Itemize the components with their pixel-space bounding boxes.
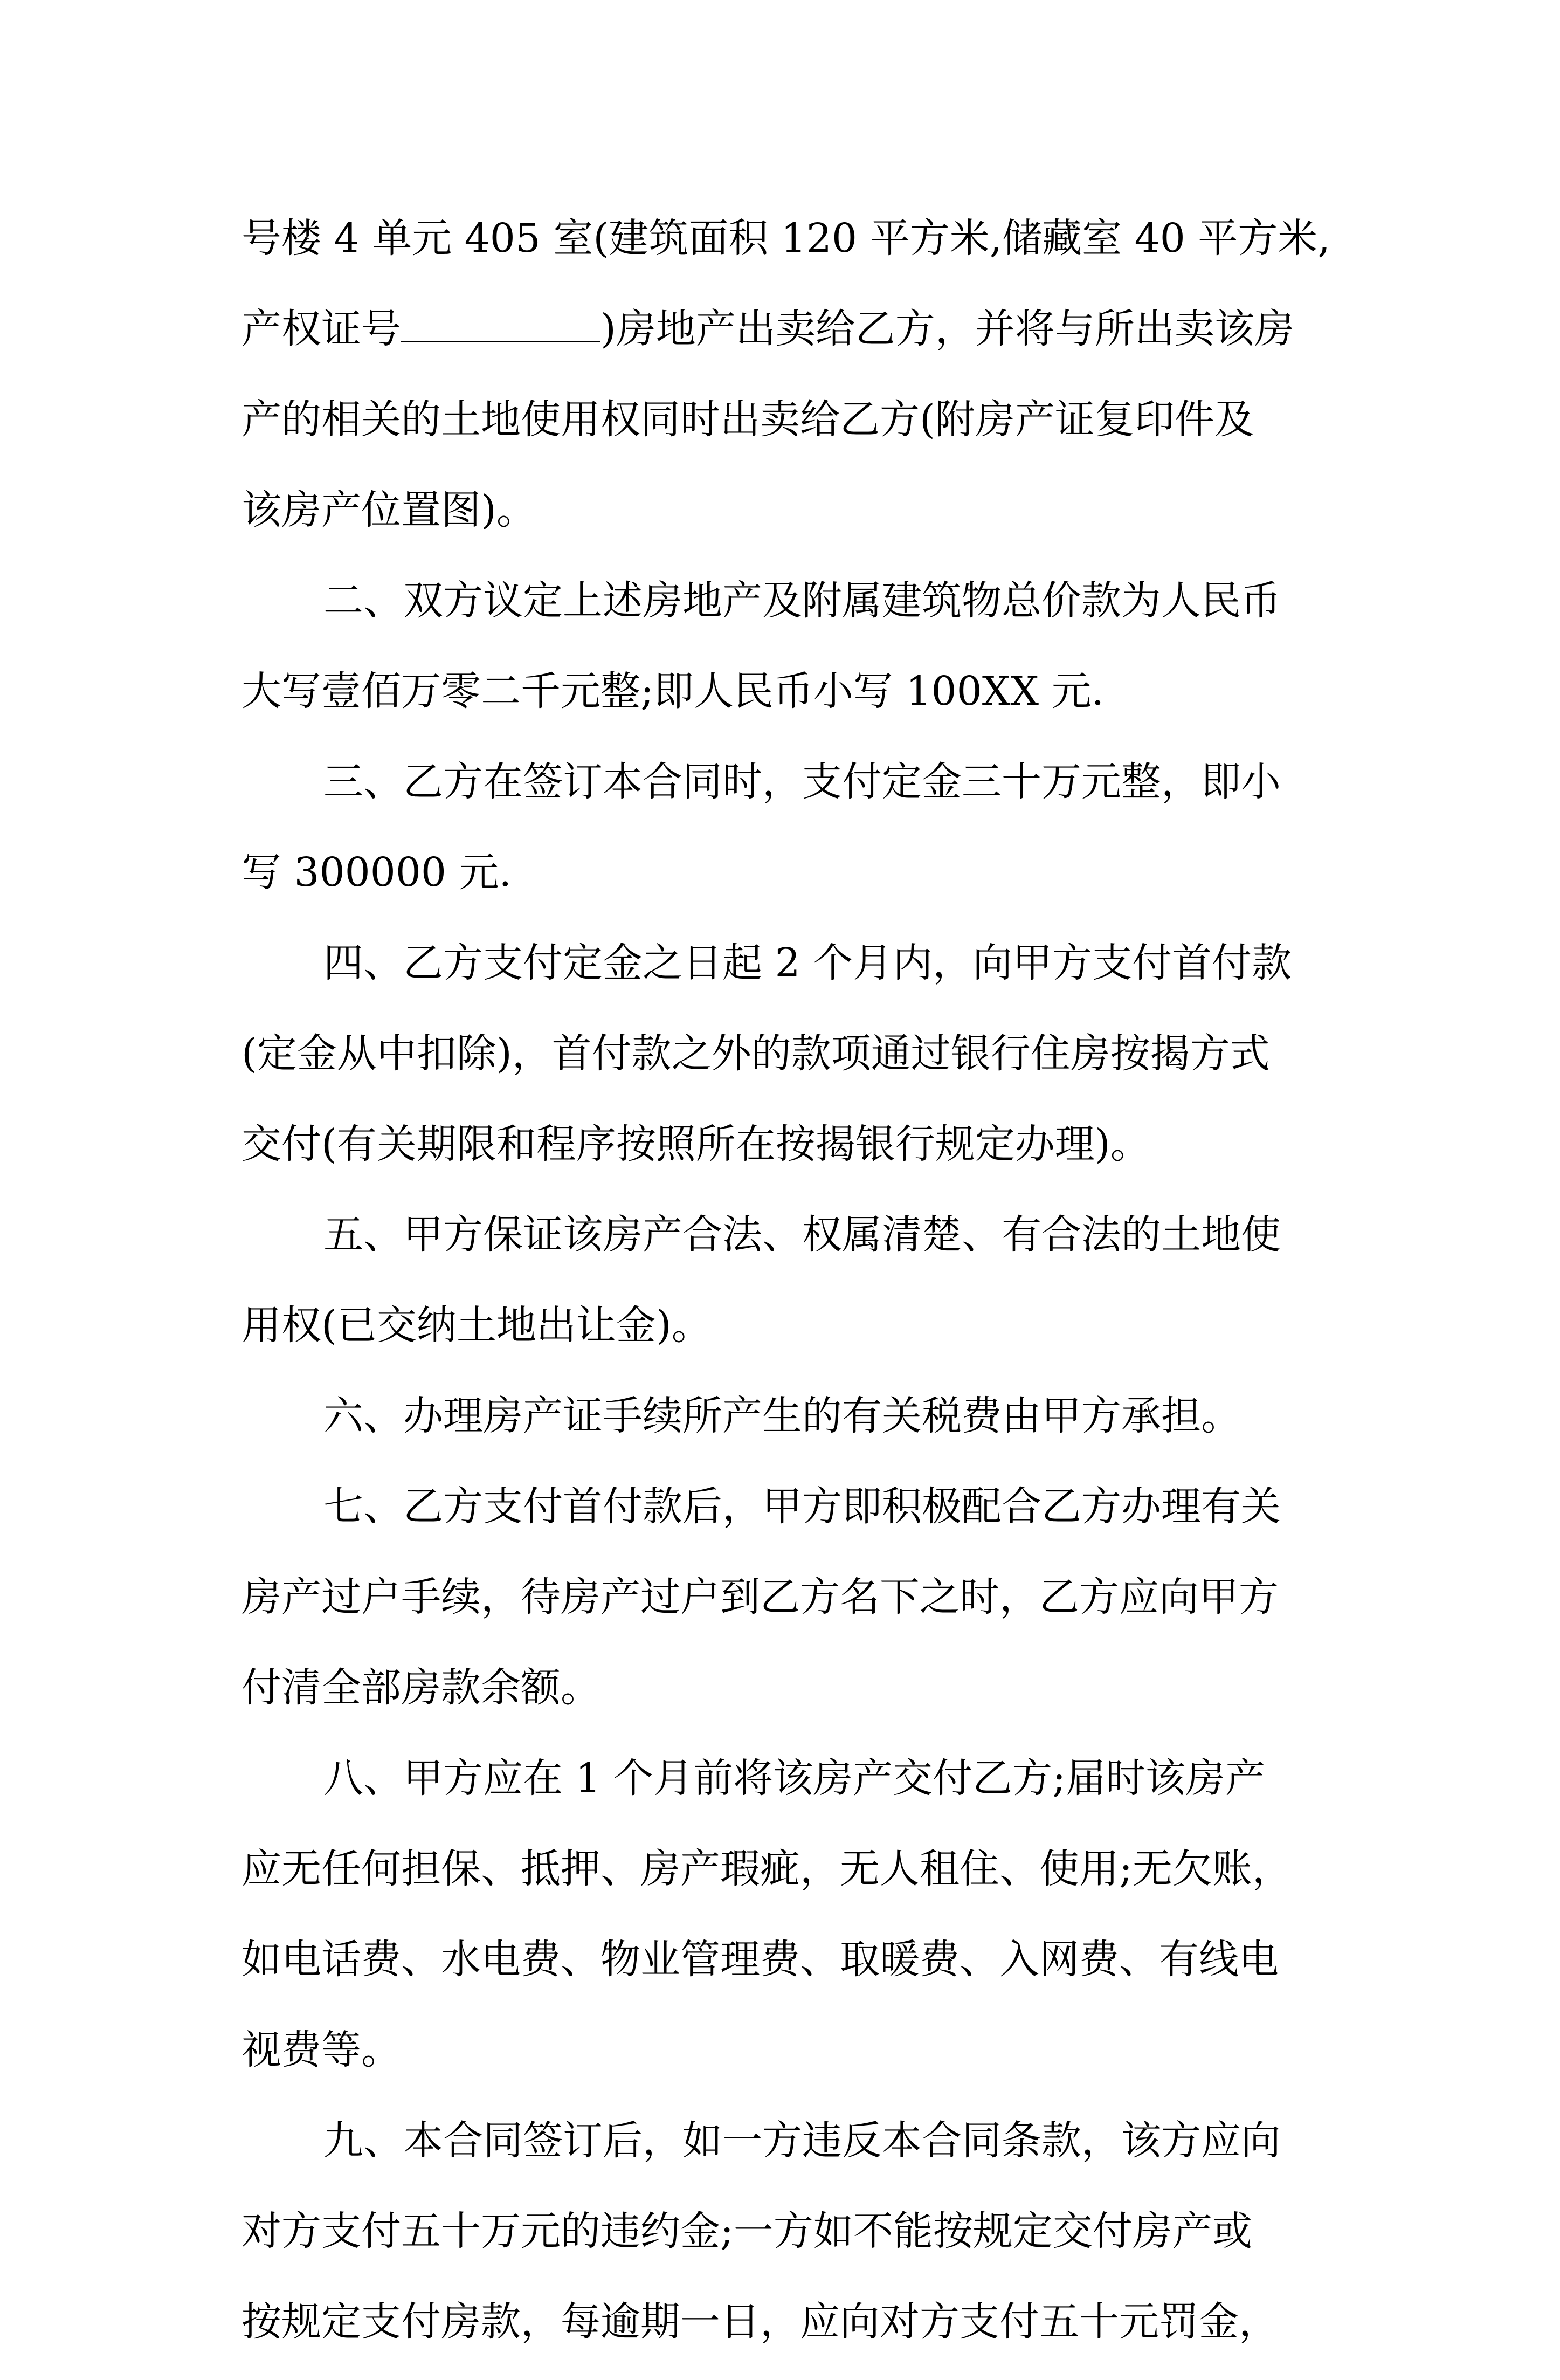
text-line: 号楼 4 单元 405 室(建筑面积 120 平方米,储藏室 40 平方米,: [241, 215, 1330, 262]
clause-4: [241, 931, 1363, 1202]
text-line: 七、乙方支付首付款后，甲方即积极配合乙方办理有关: [323, 1483, 1281, 1530]
clause-9: [241, 2108, 1363, 2380]
text-line: 四、乙方支付定金之日起 2 个月内，向甲方支付首付款: [323, 940, 1292, 986]
text-line: 如电话费、水电费、物业管理费、取暖费、入网费、有线电: [241, 1936, 1279, 1983]
text-line: 产权证号 )房地产出卖给乙方，并将与所出卖该房: [241, 306, 1294, 352]
text-line: 对方支付五十万元的违约金;一方如不能按规定交付房产或: [241, 2208, 1252, 2254]
clause-7: [241, 1474, 1363, 1746]
text-line: 视费等。: [241, 2027, 401, 2073]
text-line: 付清全部房款余额。: [241, 1664, 600, 1711]
clause-3: [241, 749, 1363, 931]
certificate-number-blank: [401, 308, 600, 342]
document-body: [241, 206, 1363, 2380]
text-line: 产的相关的土地使用权同时出卖给乙方(附房产证复印件及: [241, 396, 1254, 443]
text-line: (定金从中扣除)，首付款之外的款项通过银行住房按揭方式: [241, 1030, 1270, 1077]
text-line: 该房产位置图)。: [241, 487, 536, 533]
clause-8: [241, 1746, 1363, 2108]
clause-1-continuation: [241, 206, 1363, 568]
text-line: 写 300000 元.: [241, 849, 512, 896]
text-line: 房产过户手续，待房产过户到乙方名下之时，乙方应向甲方: [241, 1574, 1279, 1620]
text-line: 八、甲方应在 1 个月前将该房产交付乙方;届时该房产: [323, 1755, 1266, 1801]
clause-6: [241, 1384, 1363, 1474]
text-line: 五、甲方保证该房产合法、权属清楚、有合法的土地使: [323, 1212, 1281, 1258]
text-line: 大写壹佰万零二千元整;即人民币小写 100XX 元.: [241, 668, 1105, 714]
clause-2: [241, 568, 1363, 749]
text-line: 二、双方议定上述房地产及附属建筑物总价款为人民币: [323, 577, 1281, 624]
text-line: 九、本合同签订后，如一方违反本合同条款，该方应向: [323, 2117, 1281, 2164]
text-line: 三、乙方在签订本合同时，支付定金三十万元整，即小: [323, 759, 1281, 805]
text-line: 按规定支付房款，每逾期一日，应向对方支付五十元罚金，: [241, 2299, 1279, 2345]
text-line: 六、办理房产证手续所产生的有关税费由甲方承担。: [323, 1393, 1241, 1439]
text-line: 应无任何担保、抵押、房产瑕疵，无人租住、使用;无欠账，: [241, 1846, 1292, 1892]
clause-5: [241, 1202, 1363, 1384]
text-line: 用权(已交纳土地出让金)。: [241, 1302, 712, 1349]
text-line: 交付(有关期限和程序按照所在按揭银行规定办理)。: [241, 1121, 1150, 1167]
